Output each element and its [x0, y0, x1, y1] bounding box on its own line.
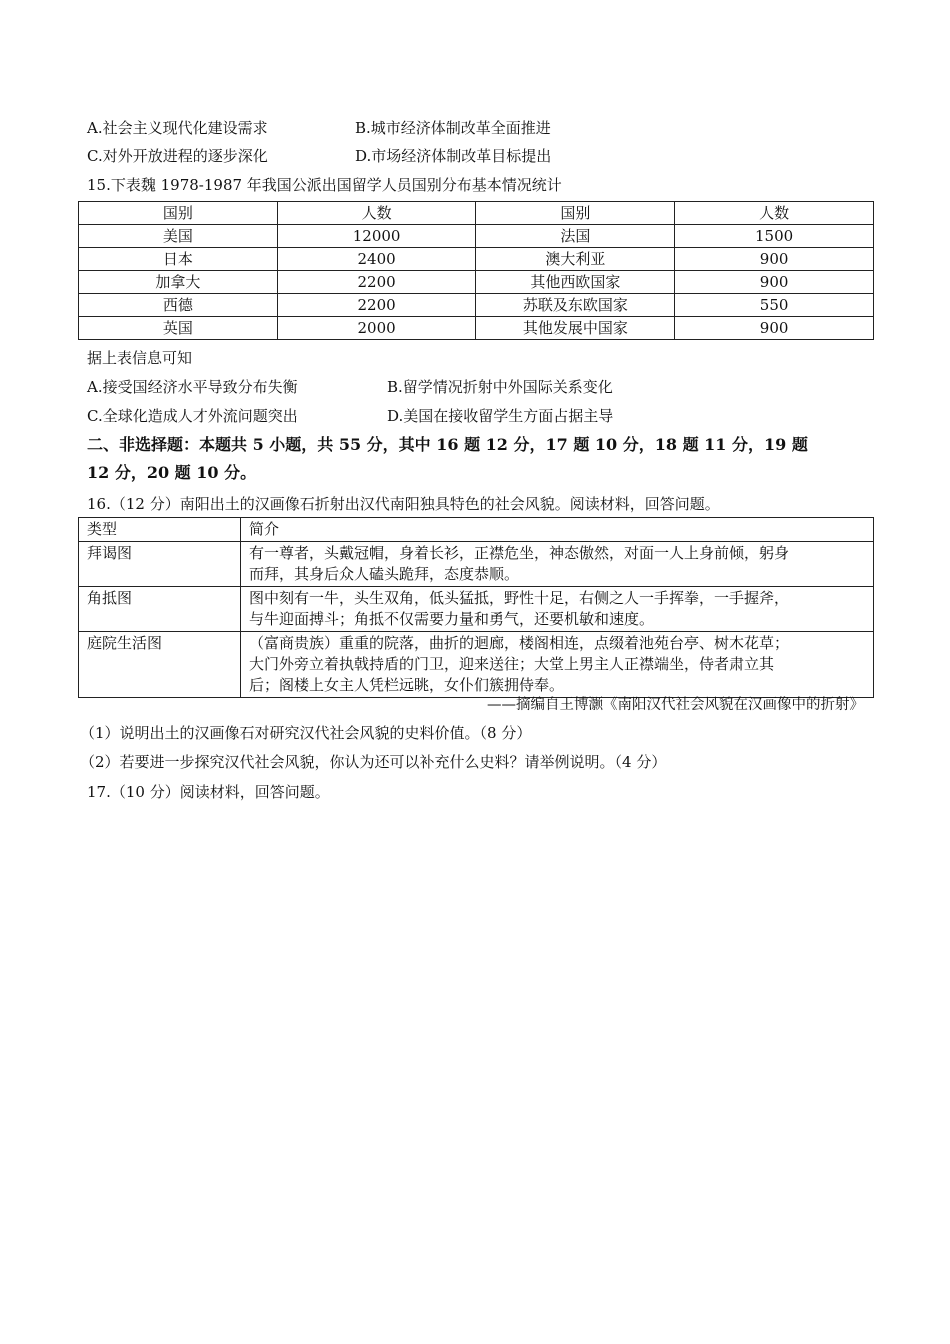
- table-cell-description: [241, 542, 874, 587]
- table-row: [79, 542, 874, 587]
- description-line: 图中刻有一牛，头生双角，低头猛抵，野性十足，右侧之人一手挥拳，一手握斧，: [249, 589, 790, 607]
- description-line: 而拜，其身后众人磕头跪拜，态度恭顺。: [249, 565, 520, 583]
- q16-subquestion-1: （1）说明出土的汉画像石对研究汉代社会风貌的史料价值。（8 分）: [80, 724, 532, 742]
- q14-option-b: B.城市经济体制改革全面推进: [355, 119, 551, 137]
- table-cell: 苏联及东欧国家: [476, 294, 675, 317]
- table-cell-type: 庭院生活图: [79, 632, 241, 698]
- q15-option-a: A.接受国经济水平导致分布失衡: [87, 378, 298, 396]
- table-header-row: [79, 518, 874, 542]
- q16-subquestion-2: （2）若要进一步探究汉代社会风貌，你认为还可以补充什么史料？请举例说明。（4 分）: [80, 753, 667, 771]
- q16-stem: 16.（12 分）南阳出土的汉画像石折射出汉代南阳独具特色的社会风貌。阅读材料，回答问题。: [87, 495, 720, 513]
- section-two-heading-line2: 12 分，20 题 10 分。: [87, 463, 257, 482]
- q15-option-b: B.留学情况折射中外国际关系变化: [387, 378, 613, 396]
- q14-option-c: C.对外开放进程的逐步深化: [87, 147, 268, 165]
- table-cell: 澳大利亚: [476, 248, 675, 271]
- description-line: 后；阁楼上女主人凭栏远眺，女仆们簇拥侍奉。: [249, 676, 565, 694]
- table-header-cell: 人数: [675, 202, 874, 225]
- table-cell-description: [241, 587, 874, 632]
- table-cell: 900: [675, 248, 874, 271]
- table-cell-type: 角抵图: [79, 587, 241, 632]
- q16-material-table: [78, 517, 874, 698]
- section-two-heading-line1: 二、非选择题：本题共 5 小题，共 55 分，其中 16 题 12 分，17 题 10 分，18 题 11 分，19 题: [87, 435, 808, 454]
- table-cell: 900: [675, 271, 874, 294]
- table-cell: 日本: [79, 248, 278, 271]
- table-cell: 西德: [79, 294, 278, 317]
- table-cell: 1500: [675, 225, 874, 248]
- q15-prompt: 据上表信息可知: [87, 349, 193, 367]
- table-row: [79, 271, 874, 294]
- table-cell: 12000: [277, 225, 476, 248]
- q14-option-d: D.市场经济体制改革目标提出: [355, 147, 552, 165]
- description-line: 与牛迎面搏斗；角抵不仅需要力量和勇气，还要机敏和速度。: [249, 610, 655, 628]
- table-cell: 2400: [277, 248, 476, 271]
- table-cell: 其他发展中国家: [476, 317, 675, 340]
- table-cell: 美国: [79, 225, 278, 248]
- table-cell: 加拿大: [79, 271, 278, 294]
- table-cell: 2000: [277, 317, 476, 340]
- table-cell: 英国: [79, 317, 278, 340]
- table-header-cell: 国别: [79, 202, 278, 225]
- table-cell-description: [241, 632, 874, 698]
- table-row: [79, 317, 874, 340]
- q15-option-c: C.全球化造成人才外流问题突出: [87, 407, 298, 425]
- table-row: [79, 294, 874, 317]
- table-cell: 法国: [476, 225, 675, 248]
- table-header-cell: 类型: [79, 518, 241, 542]
- q14-option-a: A.社会主义现代化建设需求: [87, 119, 268, 137]
- q15-option-d: D.美国在接收留学生方面占据主导: [387, 407, 614, 425]
- q16-citation: ——摘编自王博灏《南阳汉代社会风貌在汉画像中的折射》: [487, 697, 864, 713]
- table-header-row: [79, 202, 874, 225]
- table-row: [79, 632, 874, 698]
- q15-stem: 15.下表魏 1978-1987 年我国公派出国留学人员国别分布基本情况统计: [87, 176, 562, 194]
- description-line: 有一尊者，头戴冠帽，身着长衫，正襟危坐，神态傲然，对面一人上身前倾，躬身: [249, 544, 790, 562]
- table-row: [79, 225, 874, 248]
- table-cell-type: 拜谒图: [79, 542, 241, 587]
- table-cell: 其他西欧国家: [476, 271, 675, 294]
- table-row: [79, 587, 874, 632]
- description-line: （富商贵族）重重的院落，曲折的迴廊，楼阁相连，点缀着池苑台亭、树木花草；: [249, 634, 790, 652]
- table-row: [79, 248, 874, 271]
- table-cell: 550: [675, 294, 874, 317]
- description-line: 大门外旁立着执戟持盾的门卫，迎来送往；大堂上男主人正襟端坐，侍者肃立其: [249, 655, 775, 673]
- q15-statistics-table: [78, 201, 874, 340]
- q17-stem: 17.（10 分）阅读材料，回答问题。: [87, 783, 330, 801]
- table-cell: 900: [675, 317, 874, 340]
- table-cell: 2200: [277, 294, 476, 317]
- table-cell: 2200: [277, 271, 476, 294]
- table-header-cell: 简介: [241, 518, 874, 542]
- table-header-cell: 人数: [277, 202, 476, 225]
- table-header-cell: 国别: [476, 202, 675, 225]
